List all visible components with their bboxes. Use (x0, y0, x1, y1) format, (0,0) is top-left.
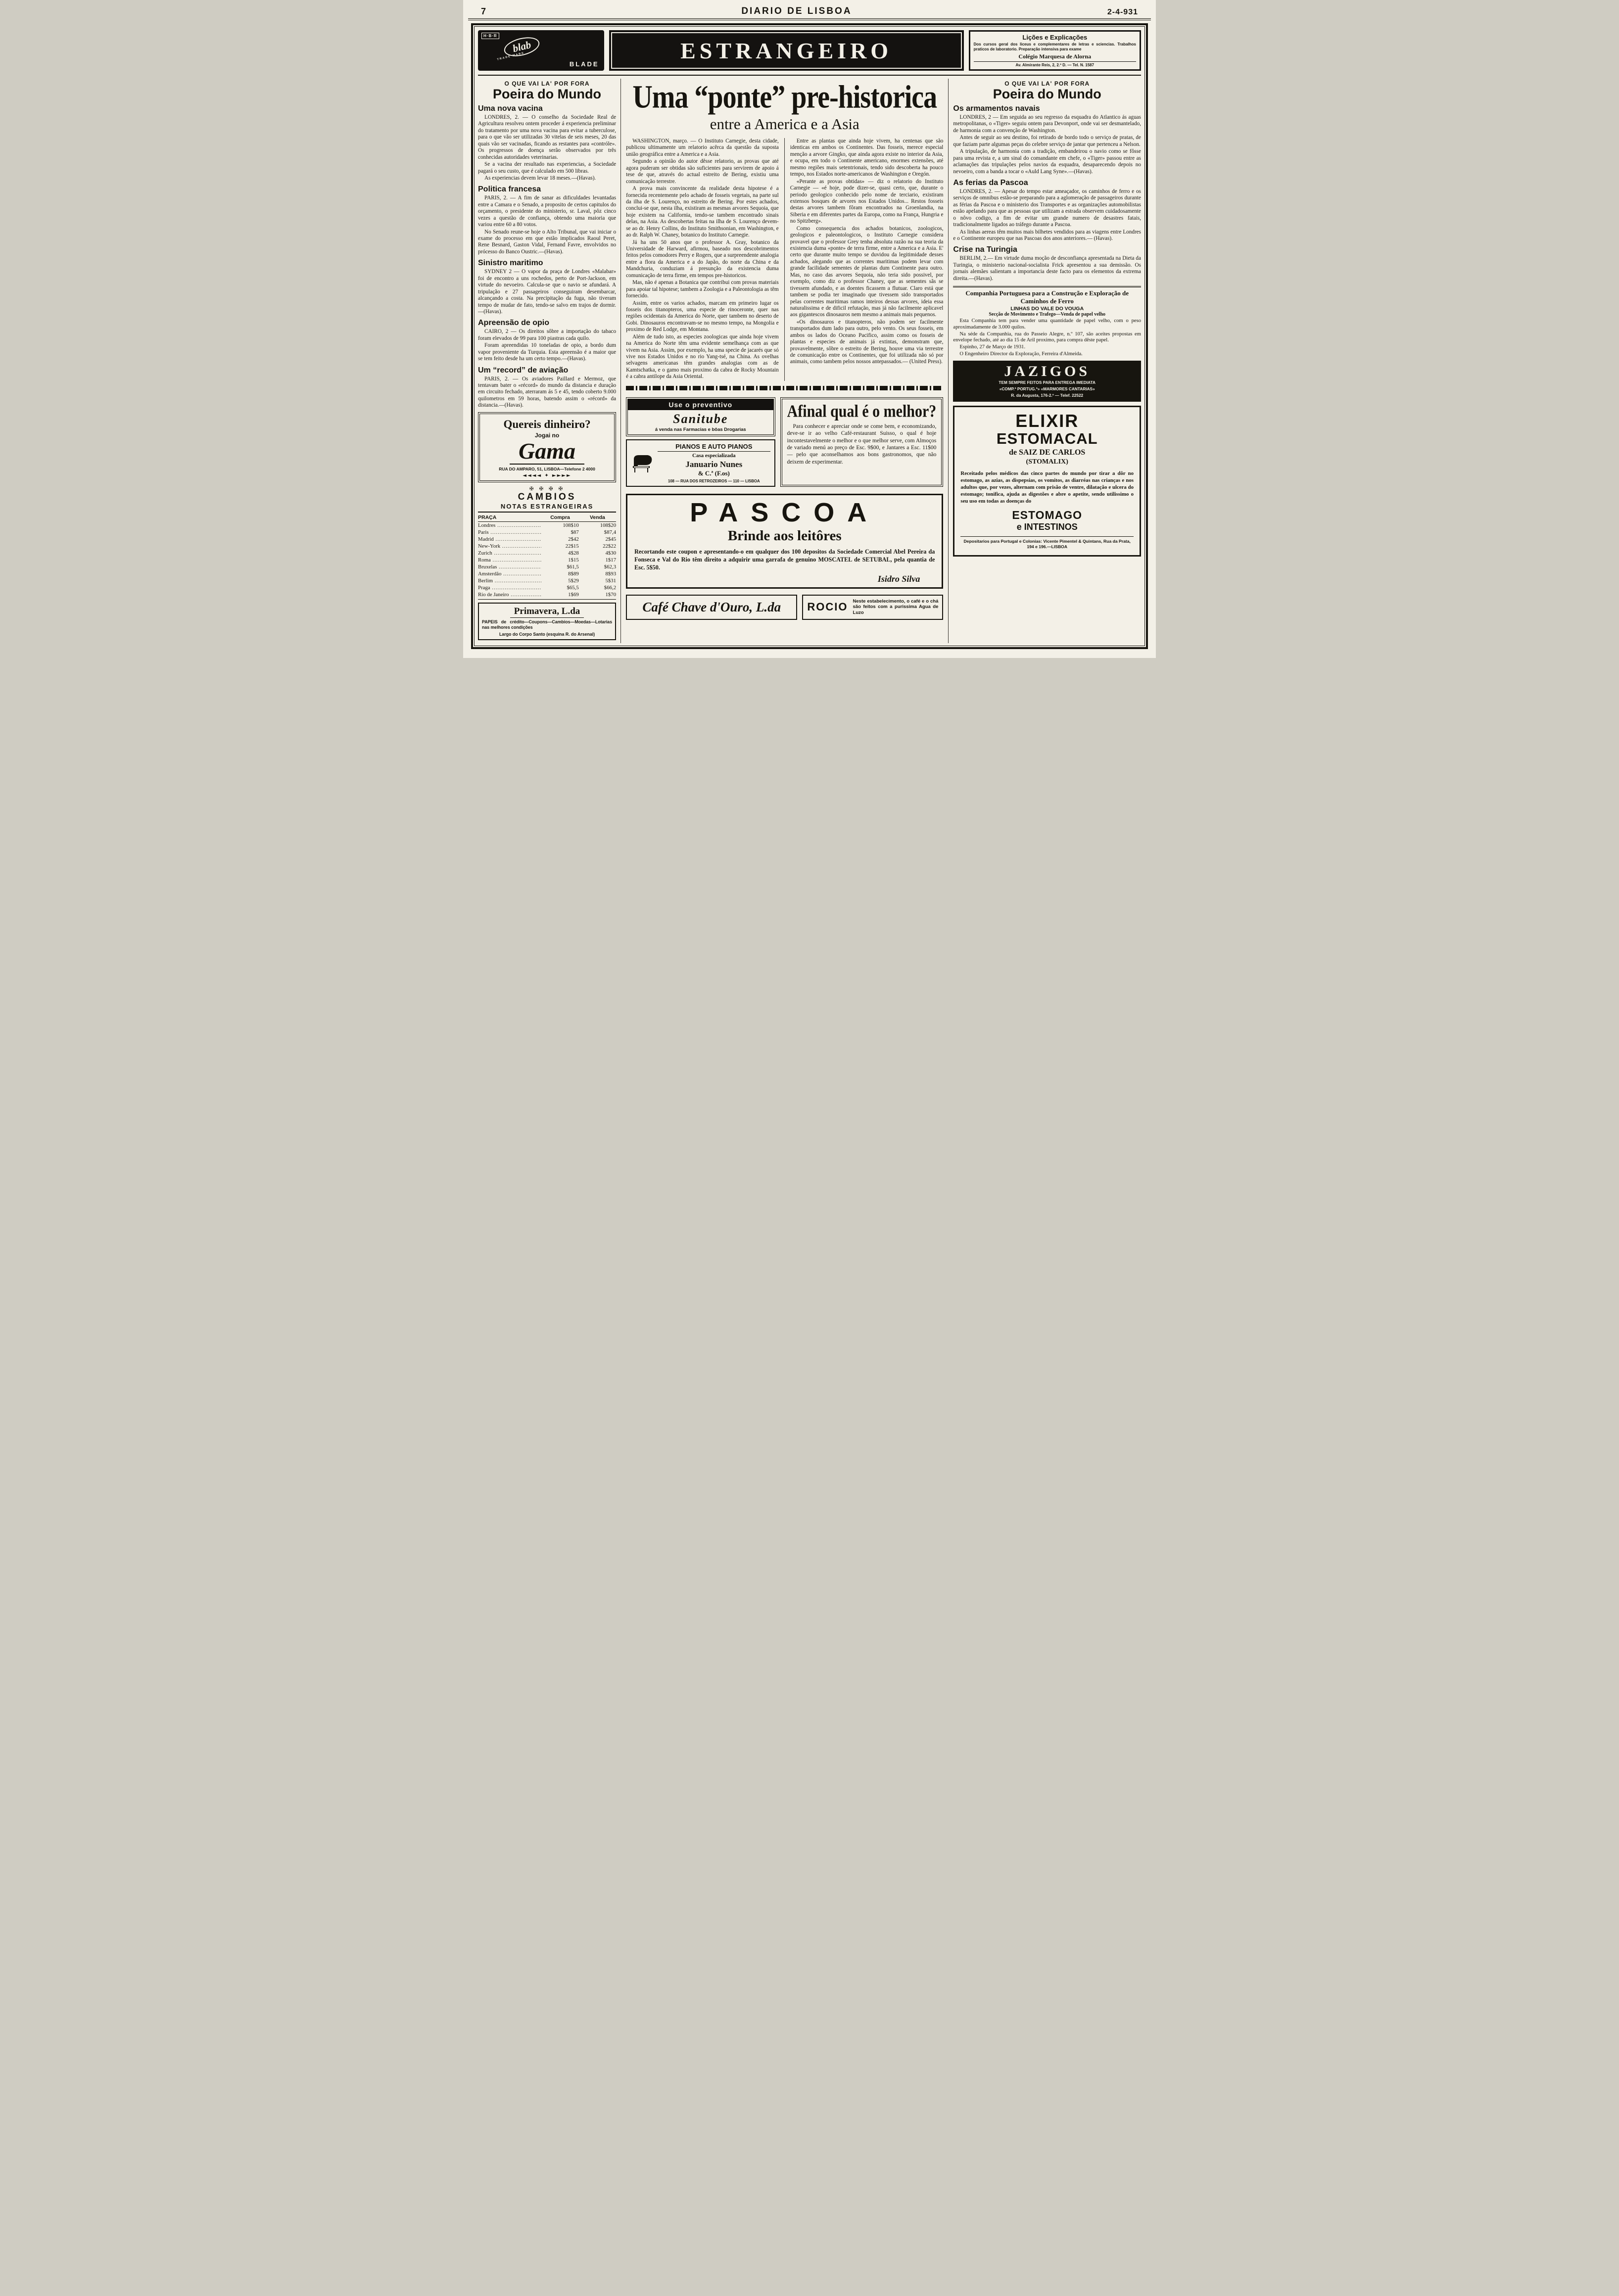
center-ads-left-stack (626, 394, 775, 490)
exchange-rate: 22$22 (603, 543, 617, 549)
pascoa-body: Recortando este coupon e apresentando-o em qualquer dos 100 depositos da Sociedade Comercial Abel Pereira da Fonseca e Val do Rio têm direito a adquirir uma garrafa de genuino MOSCATEL de SETUBAL, pela quantia de Esc. 5$50. (634, 548, 935, 571)
rocio-body: Neste estabelecimento, o café e o chá são feitos com a purissima Agua de Luzo (853, 598, 939, 616)
section-banner-estrangeiro: ESTRANGEIRO (609, 30, 964, 71)
exchange-city: Amsterdão ..... (478, 570, 541, 577)
elixir-line2: ESTOMACAL (996, 430, 1098, 448)
main-headline: Uma “ponte” pre-historica (632, 79, 937, 115)
exchange-row (478, 536, 616, 543)
exchange-city: Londres ..... (478, 521, 541, 529)
main-article-col-1 (626, 138, 785, 381)
jazigos-line1: TEM SEMPRE FEITOS PARA ENTREGA IMEDIATA (999, 379, 1095, 385)
article-record-aviacao (478, 366, 616, 409)
exchange-rate: 8$89 (568, 570, 579, 577)
rocio-ad (802, 595, 943, 620)
paragraph: A prova mais convincente da realidade desta hipotese é a fornecida recentemente pelo achado de fosseis vegetais, na parte sul da ilha de S. Lourenço, no estreito de Bering. Por estes achados, conclui-se que, nesta ilha, existiram as mesmas arvores Sequoia, que hoje existem na California, tendo-se tambem encontrado sinais delas, na Asia. As descobertas feitas na ilha de S. Lourenço devem-se ao dr. Henry Collins, do Instituto Smithsonian, em Washington, e ao dr. Ralph W. Chaney, botanico do Instituto Carnegie. (626, 186, 779, 238)
exchange-row (478, 577, 616, 584)
article-armamentos-navais (953, 104, 1141, 175)
exchange-rate: 2$45 (605, 536, 617, 542)
pianos-name2: & C.ª (F.os) (698, 469, 730, 477)
article-apreensao-opio (478, 319, 616, 362)
page-number: 7 (481, 6, 486, 16)
left-column-title: Poeira do Mundo (493, 87, 602, 101)
center-column (620, 79, 949, 643)
exchange-row (478, 529, 616, 536)
right-kicker: O QUE VAI LA' POR FORA (1004, 80, 1090, 87)
exchange-rate: $65,5 (567, 584, 579, 591)
article-politica-francesa (478, 185, 616, 255)
blade-word: BLADE (569, 60, 599, 68)
exchange-rate: 108$10 (563, 522, 579, 528)
article-body (953, 255, 1141, 282)
gama-address: RUA DO AMPARO, 51, LISBOA—Telefone 2 4000 (499, 466, 595, 471)
exchange-city: Bruxelas ..... (478, 563, 541, 570)
exchange-city: Rio de Janeiro ..... (478, 591, 541, 600)
paragraph: WASHINGTON, março. — O Instituto Carnegie, desta cidade, publicou ultimamente um relatorio acêrca da questão da suposta união geográfica entre a America e a Asia. (626, 138, 779, 157)
exchange-rate: $87 (571, 529, 579, 535)
left-column (478, 79, 620, 643)
paragraph: O Engenheiro Director da Exploração, Ferreira d'Almeida. (959, 351, 1083, 357)
exchange-rate: $62,3 (604, 563, 617, 570)
exchange-rate: $66,2 (604, 584, 617, 591)
licoes-school: Colégio Marquesa de Alorna (1018, 53, 1092, 60)
main-article (626, 138, 943, 381)
masthead-title: DIARIO DE LISBOA (741, 6, 852, 16)
paragraph: LONDRES, 2. — O conselho da Sociedade Real de Agricultura resolveu ontem proceder á experiencia preliminar do tratamento por uma nova vacina para evitar a tuberculose, para o que vão ser utilizadas 30 vitelas de seis meses, 20 das quais vão ser vacinadas, ficando as restantes para «contróle». Os progressos de doença serão observados por três conhecidas autoridades veterinarias. (478, 114, 617, 160)
pianos-text (658, 443, 770, 483)
article-heading: Crise na Turingia (953, 245, 1017, 254)
primavera-address: Largo do Corpo Santo (esquina R. do Arsenal) (499, 631, 595, 637)
primavera-title: Primavera, L.da (510, 606, 584, 618)
elixir-footer: Depositarios para Portugal e Colonias: Vicente Pimentel & Quintans, Rua da Prata, 194 e 196.—LISBOA (960, 536, 1134, 550)
right-column-title: Poeira do Mundo (993, 87, 1101, 101)
columns (478, 79, 1141, 643)
exchange-row (478, 563, 616, 570)
paragraph: BERLIM, 2.— Em virtude duma moção de desconfiança apresentada na Dieta da Turingia, o ministerio nacional-socialista Frick apresentou a sua demissão. Os jornais alemães salientam a importancia deste facto para os elementos da extrema direita.—(Havas). (953, 255, 1141, 281)
page-date: 2-4-931 (1107, 8, 1138, 16)
licoes-body: Dos cursos geral dos liceus e complementares de letras e sciencias. Trabalhos praticos de laboratorio. Preparação intensiva para exame (973, 42, 1136, 51)
exchange-rate: 2$42 (568, 536, 579, 542)
exchange-rate: 1$70 (579, 591, 616, 600)
melhor-title: Afinal qual é o melhor? (787, 402, 937, 421)
exchange-city: Berlim ..... (478, 577, 541, 584)
primavera-ad (478, 603, 616, 640)
exchange-rate: $87,4 (604, 529, 617, 535)
paragraph: No Senado reune-se hoje o Alto Tribunal, que vai iniciar o exame do processo em que estão implicados Raoul Peret, Rene Besnard, Gaston Vidal, Fernand Favre, envolvidos no prócesso do Banco Oustric.—(Havas). (478, 229, 617, 255)
pianos-address: 108 — RUA DOS RETROZEIROS — 110 — LISBOA (668, 479, 760, 484)
article-ferias-pascoa (953, 179, 1141, 242)
paragraph: «Os dinosauros e titanopteros, não podem ser facilmente transportados dum lado para outro, pelo vento. Os seus fosseis, em ambos os lados do Oceano Pacifico, assim como os fosseis de plantas e especies de animais já extintas, demonstram que, provavelmente, sôbre o estreito de Bering, houve uma via terrestre de comunicação entre os Continentes, que foi utilizada não só por animais, como tambem pelos nossos antepassados.— (United Press). (790, 319, 944, 365)
exchange-table-body (478, 521, 616, 599)
pianos-ad (626, 439, 775, 487)
gama-lottery-ad (478, 412, 616, 482)
exchange-row (478, 521, 616, 529)
exchange-rate: $61,5 (567, 563, 579, 570)
article-sinistro-maritimo (478, 259, 616, 315)
paragraph: PARIS, 2. — A fim de sanar as dificuldades levantadas entre a Camara e o Senado, a proposito de certos capitulos do orçamento, o presidente do ministerio, sr. Laval, pôz cinco vezes a questão de confiança, obtendo uma maioria que variou entre 60 a 80 votos. (478, 195, 617, 228)
elixir-line6: e INTESTINOS (1016, 522, 1078, 532)
article-heading: Apreensão de opio (478, 319, 550, 328)
licoes-address: Av. Almirante Reis, 2, 2.º D. — Tel. N. 1587 (974, 61, 1136, 67)
article-heading: Um “record” de aviação (478, 366, 569, 375)
elixir-estomacal-ad (953, 406, 1141, 557)
article-heading: Sinistro maritimo (478, 259, 543, 268)
jazigos-line3: R. da Augusta, 176-2.º — Telef. 22522 (1011, 392, 1084, 398)
article-heading: Uma nova vacina (478, 104, 543, 113)
exchange-city: Zurich ..... (478, 550, 541, 557)
elixir-line5: ESTOMAGO (1012, 509, 1083, 522)
col-header-praca: PRAÇA (478, 514, 541, 522)
exchange-rate: 5$31 (605, 577, 617, 584)
jazigos-ad (953, 361, 1141, 402)
exchange-city: Praga ..... (478, 584, 541, 591)
elixir-line4: (STOMALIX) (1026, 458, 1068, 466)
col-header-compra: Compra (541, 514, 578, 522)
paragraph: LONDRES, 2 — Em seguida ao seu regresso da esquadra do Atlantico ás aguas metropolitanas, o «Tiger» seguiu ontem para Devonport, onde vai ser desmantelado, de harmonia com a convenção de Washington. (953, 114, 1141, 134)
blade-hbr-label: H·B·R (481, 33, 499, 39)
exchange-city: New-York ..... (478, 543, 541, 550)
exchange-city: Madrid ..... (478, 536, 541, 543)
blade-trademark-label: TRADE MARK (497, 51, 525, 61)
cafe-suisso-ad (780, 397, 944, 487)
paragraph: PARIS, 2. — Os aviadores Paillard e Mermoz, que tentavam bater o «récord» do mundo da distancia e duração em circuito fechado, aterraram ás 5 e 45, tendo coberto 9.000 quilometros em 59 horas, batendo assim o «récord» da distancia.—(Havas). (478, 375, 617, 409)
paragraph: Mas, não é apenas a Botanica que contribui com provas materiais para apoiar tal hipotese; tambem a Zoologia e a Paleontologia as têm fornecido. (626, 280, 779, 299)
licoes-title: Lições e Explicações (1022, 34, 1088, 41)
paragraph: Esta Companhia tem para vender uma quantidade de papel velho, com o peso aproximadamente de 3.000 quilos. (953, 318, 1141, 330)
companhia-line1: LINHAS DO VALE DO VOUGA (1010, 306, 1084, 312)
gama-subtitle: Jogai no (534, 431, 560, 439)
article-body (478, 195, 616, 255)
melhor-body: Para conhecer e apreciar onde se come bem, e economizando, deve-se ir ao velho Café-restaurant Suisso, o qual é hoje incontestavelmente o melhor e o que melhor serve, com Almoços de variado menú ao preço de Esc. 9$00, e Jantares a Esc. 11$00 — pelo que aconselhamos aos bons gastronomos, que não deixem de experimentar. (787, 423, 937, 465)
paragraph: Como consequencia dos achados botanicos, zoologicos, geologicos e paleontologicos, o Instituto Carnegie considera provavel que o professor Grey tenha absoluta razão na sua teoria da existencia duma «ponte» de terra firme, entre a America e a Asia. E' certo que durante muito tempo se duvidou da legitimidade desses achados, alegando que as correntes maritimas podem levar com grande facilidade sementes de plantas dum Continente para outro. Mas, no caso das arvores Sequoia, não teria sido possivel, por exemplo, como diz o professor Chaney, que as sementes sãs se tivessem afundado, e as doentes ficassem a flutuar. Claro está que tambem se podia ter imaginado que tivessem sido transportados pelas correntes maritimas ramos inteiros dessas arvores, ideia essa naturalissima e de dificil refutação, mas já não facilmente aplicavel aos gigantescos dinosauros nem mesmo a animais mais pequenos. (790, 225, 944, 318)
jazigos-title: JAZIGOS (1004, 363, 1091, 379)
paragraph: «Perante as provas obtidas» — diz o relatorio do Instituto Carnegie — «é hoje, pode dizer-se, quasi certo, que, durante o periodo geologico conhecido pelo nome de terciario, existiram extensos bosques de arvores nos Estados Unidos... Restos fosseis destas arvores tambem fôram encontrados na Groenlandia, na Siberia e em diferentes partes da Europa, como na França, Hungria e no Spitzberg». (790, 178, 944, 225)
paragraph: CAIRO, 2 — Os direitos sôbre a importação do tabaco foram elevados de 99 para 100 piastras cada quilo. (478, 328, 617, 341)
exchange-row (478, 584, 616, 591)
pascoa-signature: Isidro Silva (877, 573, 920, 584)
right-column (949, 79, 1141, 643)
article-nova-vacina (478, 104, 616, 182)
blade-razor-ad (478, 30, 604, 71)
exchange-row (478, 591, 616, 600)
article-body (478, 328, 616, 362)
paragraph: Assim, entre os varios achados, marcam em primeiro lugar os fosseis dos titanopteros, uma especie de rinoceronte, quer nas regiões ocidentais da America do Norte, quer tambem no deserto de Gobi. Dinosauros encontravam-se no mesmo tempo, na Mongolia e proximo de Red Lodge, em Montana. (626, 300, 779, 333)
article-body (478, 376, 616, 409)
ornamental-divider (626, 386, 943, 390)
paragraph: Antes de seguir ao seu destino, foi retirado de bordo todo o serviço de pratas, de que faziam parte algumas peças do celebre serviço de jantar que pertenceu a Nelson. (953, 135, 1141, 147)
sanitube-ad (626, 397, 775, 437)
cambios-subtitle: NOTAS ESTRANGEIRAS (478, 503, 616, 513)
grand-piano-icon (631, 453, 654, 473)
center-ads-row (626, 394, 943, 490)
exchange-row (478, 557, 616, 563)
exchange-rate: 4$28 (568, 550, 579, 556)
exchange-row (478, 543, 616, 550)
exchange-rate: 108$20 (600, 522, 617, 528)
article-crise-turingia (953, 245, 1141, 282)
exchange-header-row (478, 514, 616, 522)
gama-ornament: ◄◄◄◄ ✦ ►►►► (523, 472, 571, 478)
cafe-title: Café Chave d'Ouro, L.da (642, 599, 781, 614)
exchange-rates-section (478, 486, 616, 600)
elixir-line3: de SAIZ DE CARLOS (1009, 448, 1086, 457)
paragraph: Já ha uns 50 anos que o professor A. Gray, botanico da Universidade de Harward, afirmou, baseado nos descobrimentos feitos pelos comodores Perry e Rogers, que a surpreendente analogia entre a flora da America e a do Japão, do norte da China e da Mandchuria, conduziam á presunção da existencia duma comunicação de terra firme, em tempos pre-historicos. (626, 239, 779, 279)
article-heading: Politica francesa (478, 185, 541, 194)
page-frame (471, 23, 1148, 649)
cambios-ornament: ✠ ✠ ✠ ✠ (529, 486, 565, 492)
licoes-ad (969, 30, 1141, 71)
cafe-chave-douro-ad (626, 595, 797, 620)
exchange-rate: 8$93 (605, 570, 617, 577)
article-heading: As ferias da Pascoa (953, 178, 1028, 187)
col-header-venda: Venda (579, 514, 616, 522)
article-body (953, 114, 1141, 175)
paragraph: A tripulação, de harmonia com a tradição, embandeirou o navio como se fôsse para uma revista e, a um sinal do comandante em chefe, o «Tiger» passou entre as aclamações das tripulações pelos navios da esquadra, desaparecendo depois no nevoeiro, com a banda a tocar o «Auld Lang Syne».—(Havas). (953, 148, 1141, 175)
exchange-row (478, 570, 616, 577)
paragraph: Além de tudo isto, as especies zoologicas que ainda hoje vivem na America do Norte têm uma evidente semelhança com as que vivem na Asia. Assim, por exemplo, ha uma specie de jacarés que só vive nos Estados Unidos e no rio Yang-tsé, na China. As ovelhas selvagens americanas têm grandes analogias com as de Kamtschatka, e o gamo mais proximo da cabra de Rocky Mountain é a cabra antilope da Asia Oriental. (626, 333, 779, 380)
main-article-col-2 (785, 138, 944, 381)
railway-company-notice (953, 286, 1141, 357)
companhia-line2: Secção de Movimento e Trafego—Venda de papel velho (989, 312, 1106, 318)
pianos-title: PIANOS E AUTO PIANOS (658, 443, 770, 452)
page-header (468, 2, 1151, 20)
companhia-title: Companhia Portuguesa para a Construção e Exploração de Caminhos de Ferro (965, 289, 1129, 305)
left-kicker: O QUE VAI LA' POR FORA (504, 80, 590, 87)
paragraph: SYDNEY 2 — O vapor da praça de Londres «Malabar» foi de encontro a uns rochedos, perto de Port-Jackson, em virtude do nevoeiro. Calcula-se que o navio se afundará. A tripulação e 27 passageiros conseguiram desembarcar, alcançando a costa. Na precipitação da fuga, não tiveram tempo de mudar de fato, tendo-se salvo em trajos de dormir.—(Havas). (478, 269, 617, 315)
gama-brand: Gama (510, 440, 584, 465)
cambios-title: CAMBIOS (518, 491, 576, 502)
elixir-line1: ELIXIR (1015, 411, 1079, 431)
primavera-body: PAPEIS de crédito—Coupons—Cambios—Moedas—Lotarias nas melhores condições (482, 619, 613, 630)
newspaper-page (463, 0, 1156, 658)
paragraph: LONDRES, 2. — Apesar do tempo estar ameaçador, os caminhos de ferro e os serviços de omnibus estão-se preparando para a aglomeração de passageiros durante as férias da Pascoa e o ministerio dos Transportes e as organizações automobilistas estão apelando para que as pessoas que utilizam a estrada observem cuidadosamente o nôvo codigo, a fim de evitar um grande numero de desastres fatais, tradicionalmente ligados ao tráfego durante a Pascoa. (953, 188, 1141, 228)
exchange-rate: 4$30 (605, 550, 617, 556)
bottom-ads-row (626, 592, 943, 623)
exchange-city: Roma ..... (478, 557, 541, 563)
paragraph: Entre as plantas que ainda hoje vivem, ha centenas que são identicas em ambos os Continentes. Das fosseis, merece especial menção a arvore Gingko, que ainda agora existe no interior da Asia, e ocupa, em todo o Continente americano, enormes extensões, até mesmo regiões mais setentrionais, tendo sido descoberta ha pouco tempo, nos Estados norte-americanos de Washington e Oregón. (790, 138, 944, 178)
exchange-rate: 1$69 (541, 591, 578, 600)
elixir-body: Receitado pelos médicos das cinco partes do mundo por tirar a dôr no estomago, as azias, as dispepsias, os vomitos, as diarréas nas crianças e nos adultos que, por vezes, alternam com prisão de ventre, dilatação e ulcera do estomago; tonifica, ajuda as digestões e abre o apetite, sendo utilissimo o seu uso em todas as doenças do (960, 470, 1134, 505)
sanitube-line2: á venda nas Farmacias e bôas Drogarias (655, 427, 746, 433)
exchange-row (478, 550, 616, 557)
blade-brand: blab (502, 34, 542, 60)
exchange-table (478, 514, 616, 600)
paragraph: Na séde da Companhia, rua do Passeio Alegre, n.º 107, são aceites propostas em envelope fechado, até ao dia 15 de Aril proximo, para compra dêste papel. (953, 331, 1141, 343)
gama-title: Quereis dinheiro? (503, 418, 591, 430)
paragraph: Foram apreendidas 10 toneladas de opio, a bordo dum vapor proveniente da Turquia. Esta apreensão é a maior que se tem feito desde ha um certo tempo.—(Havas). (478, 342, 617, 362)
jazigos-line2: «COMP.ª PORTUG.ª» «MARMORES CANTARIAS» (999, 386, 1095, 391)
companhia-body (953, 318, 1141, 357)
article-body (478, 269, 616, 315)
pianos-line1: Casa especializada (692, 453, 736, 459)
rocio-title: ROCIO (807, 601, 848, 613)
exchange-rate: 1$15 (568, 557, 579, 563)
article-body (953, 188, 1141, 242)
sanitube-brand: Sanitube (673, 411, 728, 426)
sanitube-line1: Use o preventivo (628, 399, 773, 410)
pascoa-subtitle: Brinde aos leitôres (727, 528, 842, 544)
paragraph: As experiencias devem levar 18 meses.—(Havas). (484, 175, 596, 181)
article-heading: Os armamentos navais (953, 104, 1040, 113)
paragraph: As linhas aereas têm muitos mais bilhetes vendidos para as viagens entre Londres e o Continente europeu que nas Pascoas dos anos anteriores.— (Havas). (953, 229, 1141, 241)
exchange-rate: 1$17 (605, 557, 617, 563)
exchange-rate: 22$15 (565, 543, 579, 549)
paragraph: Se a vacina der resultado nas experiencias, a Sociedade pagará o seu custo, que é calculado em 500 libras. (478, 161, 617, 174)
article-body (478, 114, 616, 182)
top-band (478, 30, 1141, 76)
main-subheadline: entre a America e a Asia (710, 115, 859, 133)
pascoa-title: PASCOA (690, 498, 880, 528)
pianos-name: Januario Nunes (685, 460, 743, 469)
paragraph: Espinho, 27 de Março de 1931. (959, 344, 1026, 350)
exchange-city: Paris ..... (478, 529, 541, 536)
paragraph: Segundo a opinião do autor dêsse relatorio, as provas que até agora puderam ser obtidas são suficientes para servirem de apoio á tese de que, através do actual estreito de Bering, existiu uma comunicação terrestre. (626, 158, 779, 185)
exchange-rate: 5$29 (568, 577, 579, 584)
pascoa-coupon-ad (626, 494, 943, 589)
